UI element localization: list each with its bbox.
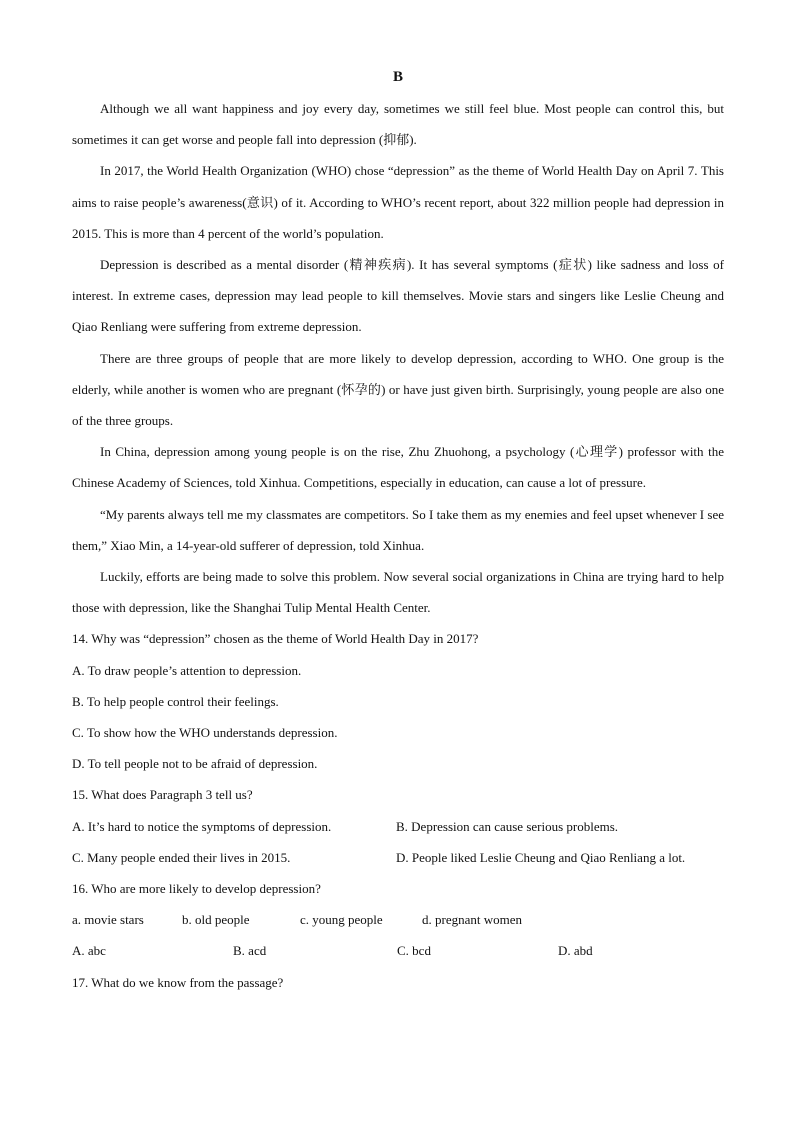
question-15-stem: 15. What does Paragraph 3 tell us? (72, 787, 253, 803)
question-14-option-a: A. To draw people’s attention to depression. (72, 662, 302, 678)
question-16-option-d: D. abd (558, 943, 593, 959)
question-16-item-a: a. movie stars (72, 912, 144, 928)
question-15-option-d: D. People liked Leslie Cheung and Qiao Renliang a lot. (396, 849, 686, 865)
question-14-option-b: B. To help people control their feelings. (72, 693, 279, 709)
question-16-items-row (72, 904, 724, 935)
question-16-item-b: b. old people (182, 912, 250, 928)
question-14-option-c: C. To show how the WHO understands depression. (72, 725, 338, 741)
paragraph-5: In China, depression among young people is on the rise, Zhu Zhuohong, a psychology (心理学) professor with the Chinese Academy of Sciences, told Xinhua. Competitions, especially in education, can cause a lot of pressure. (72, 444, 724, 491)
question-15-option-c: C. Many people ended their lives in 2015. (72, 849, 291, 865)
paragraph-4: There are three groups of people that are more likely to develop depression, according to WHO. One group is the elderly, while another is women who are pregnant (怀孕的) or have just given birth. Surprisingly, young people are also one of the three groups. (72, 350, 724, 429)
question-14-option-d: D. To tell people not to be afraid of depression. (72, 756, 318, 772)
question-16-option-b: B. acd (233, 943, 267, 959)
section-title: B (392, 69, 403, 85)
question-14-stem: 14. Why was “depression” chosen as the theme of World Health Day in 2017? (72, 631, 479, 647)
paragraph-2: In 2017, the World Health Organization (WHO) chose “depression” as the theme of World Health Day on April 7. This aims to raise people’s awareness(意识) of it. According to WHO’s recent report, about 322 million people had depression in 2015. This is more than 4 percent of the world’s population. (72, 163, 724, 241)
question-17-stem: 17. What do we know from the passage? (72, 974, 284, 990)
passage-container (72, 62, 724, 998)
paragraph-1: Although we all want happiness and joy every day, sometimes we still feel blue. Most people can control this, but sometimes it can get worse and people fall into depression (抑郁). (72, 101, 724, 148)
question-16-option-a: A. abc (72, 943, 106, 959)
paragraph-6: “My parents always tell me my classmates are competitors. So I take them as my enemies and feel upset whenever I see them,” Xiao Min, a 14-year-old sufferer of depression, told Xinhua. (72, 506, 724, 553)
question-15-option-b: B. Depression can cause serious problems. (396, 818, 619, 834)
question-16-item-c: c. young people (300, 912, 383, 928)
question-16-item-d: d. pregnant women (422, 912, 523, 928)
question-15-option-a: A. It’s hard to notice the symptoms of depression. (72, 818, 332, 834)
question-15-options-row-1 (72, 811, 724, 842)
question-16-options-row (72, 935, 724, 966)
question-16-stem: 16. Who are more likely to develop depression? (72, 880, 321, 896)
question-15-options-row-2 (72, 842, 724, 873)
question-16-option-c: C. bcd (397, 943, 431, 959)
paragraph-7: Luckily, efforts are being made to solve this problem. Now several social organizations in China are trying hard to help those with depression, like the Shanghai Tulip Mental Health Center. (72, 569, 724, 616)
paragraph-3: Depression is described as a mental disorder (精神疾病). It has several symptoms (症状) like sadness and loss of interest. In extreme cases, depression may lead people to kill themselves. Movie stars and singers like Leslie Cheung and Qiao Renliang were suffering from extreme depression. (72, 257, 724, 335)
